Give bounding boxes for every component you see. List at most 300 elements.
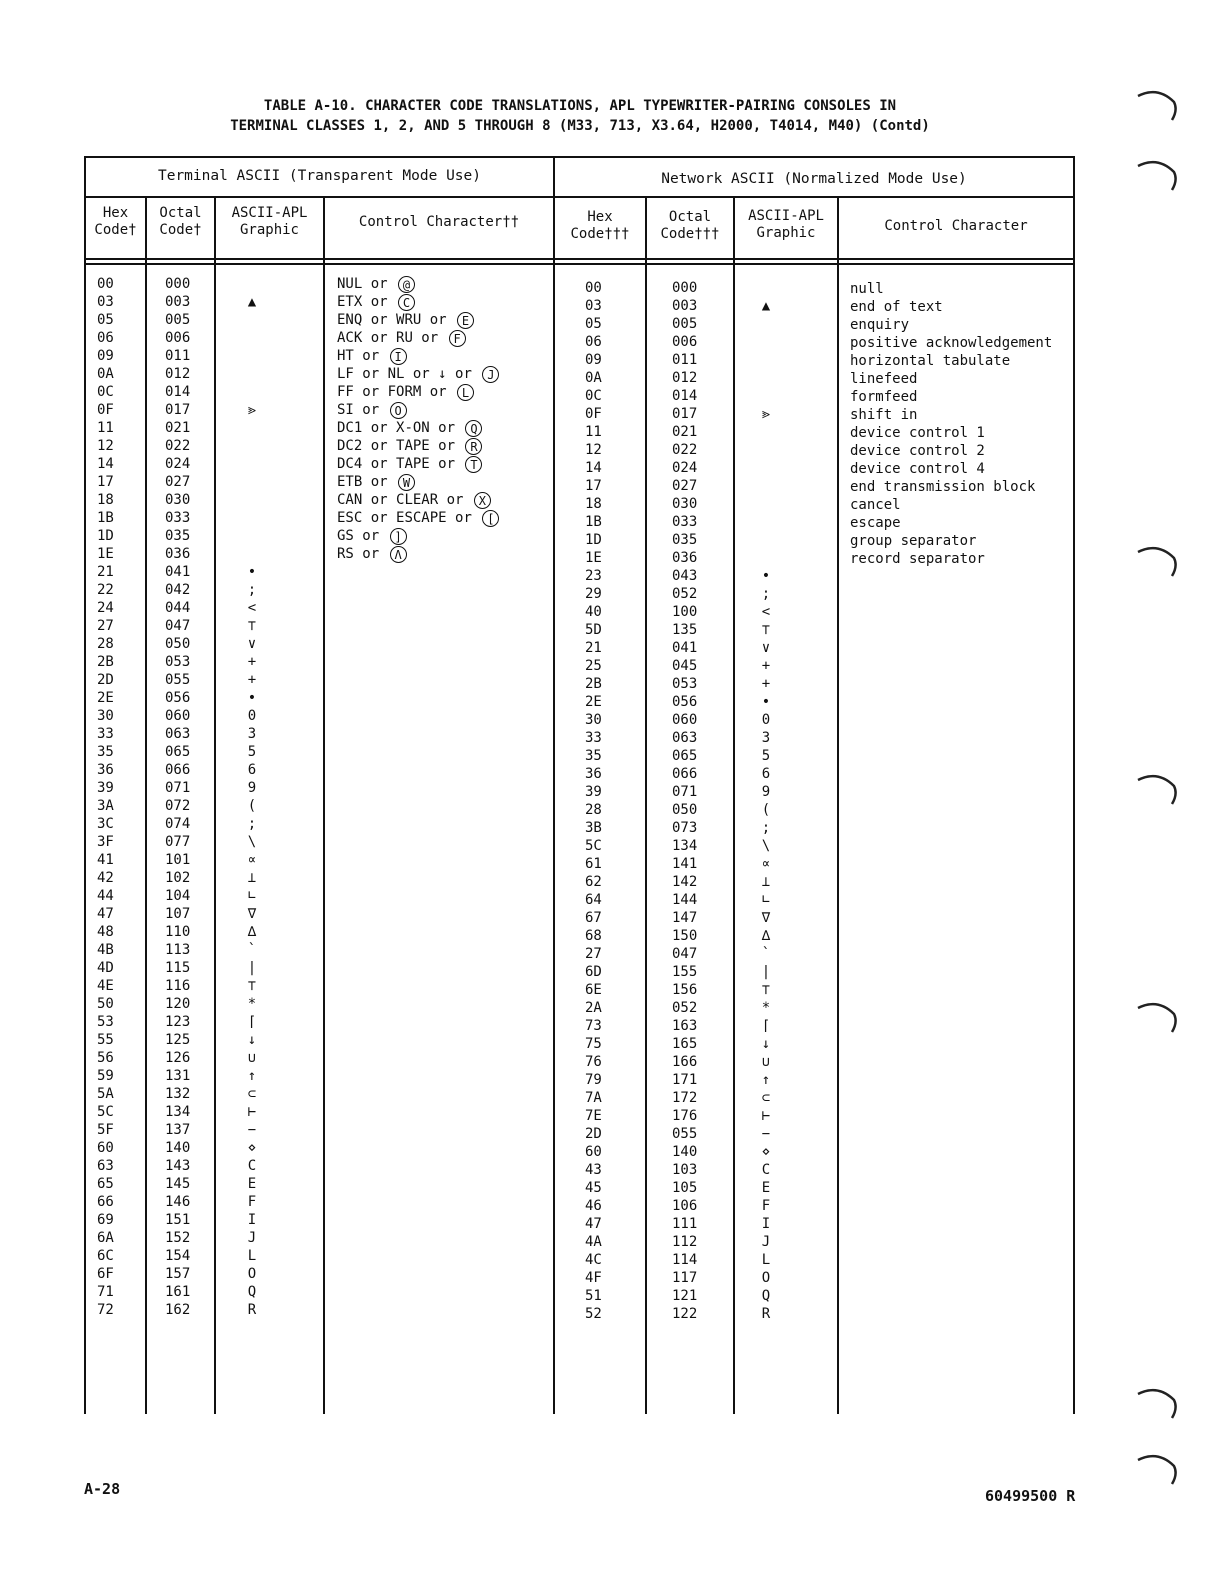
network-graphic-cell: −	[761, 1126, 771, 1142]
terminal-hex-cell: 69	[97, 1212, 114, 1228]
network-graphic-cell: \	[761, 838, 771, 854]
terminal-hex-cell: 59	[97, 1068, 114, 1084]
terminal-graphic-cell: ∨	[247, 636, 257, 652]
control-code: LF	[337, 366, 363, 382]
control-character-row	[337, 509, 499, 527]
network-octal-cell: 060	[672, 712, 698, 728]
network-graphic-cell: ⊤	[761, 622, 771, 638]
network-graphic-cell: ↑	[761, 1072, 771, 1088]
network-octal-cell: 117	[672, 1270, 698, 1286]
network-hex-cell: 2A	[585, 1000, 602, 1016]
terminal-octal-column	[165, 275, 190, 1319]
terminal-graphic-cell: |	[247, 960, 257, 976]
network-octal-cell: 142	[672, 874, 698, 890]
network-control-cell: linefeed	[850, 371, 918, 387]
terminal-octal-cell: 006	[165, 330, 191, 346]
terminal-octal-cell: 003	[165, 294, 191, 310]
network-octal-cell: 055	[672, 1126, 698, 1142]
network-control-cell: group separator	[850, 533, 977, 549]
terminal-graphic-cell	[224, 329, 280, 347]
network-octal-cell: 071	[672, 784, 698, 800]
terminal-octal-cell: 151	[165, 1212, 191, 1228]
terminal-hex-cell: 12	[97, 438, 114, 454]
terminal-graphic-cell	[224, 491, 280, 509]
terminal-hex-cell: 11	[97, 420, 114, 436]
network-hex-cell: 52	[585, 1306, 602, 1322]
network-octal-cell: 176	[672, 1108, 698, 1124]
terminal-hex-cell: 4E	[97, 978, 114, 994]
terminal-octal-cell: 077	[165, 834, 191, 850]
circled-key-icon: @	[398, 276, 415, 293]
terminal-hex-column	[97, 275, 114, 1319]
network-hex-code-header: Hex Code†††	[570, 209, 630, 242]
terminal-graphic-cell: ↓	[247, 1032, 257, 1048]
terminal-graphic-cell: ∟	[247, 888, 257, 904]
network-graphic-cell: *	[761, 1000, 771, 1016]
or-word: or	[370, 294, 397, 310]
alt-name: X-ON or	[396, 420, 464, 436]
network-hex-cell: 23	[585, 568, 602, 584]
control-code: ESC	[337, 510, 371, 526]
terminal-hex-cell: 27	[97, 618, 114, 634]
terminal-hex-cell: 5F	[97, 1122, 114, 1138]
terminal-hex-cell: 30	[97, 708, 114, 724]
terminal-octal-cell: 033	[165, 510, 191, 526]
network-hex-cell: 0A	[585, 370, 602, 386]
terminal-graphic-cell	[224, 527, 280, 545]
terminal-graphic-cell: ⪢	[248, 402, 256, 418]
terminal-graphic-cell	[224, 455, 280, 473]
terminal-hex-cell: 1B	[97, 510, 114, 526]
network-hex-cell: 51	[585, 1288, 602, 1304]
circled-key-icon: Λ	[390, 546, 407, 563]
terminal-graphic-cell: *	[247, 996, 257, 1012]
terminal-octal-cell: 152	[165, 1230, 191, 1246]
network-graphic-cell: 6	[761, 766, 771, 782]
network-hex-cell: 47	[585, 1216, 602, 1232]
control-code: DC1	[337, 420, 371, 436]
terminal-hex-cell: 00	[97, 276, 114, 292]
network-control-column	[850, 280, 1052, 568]
terminal-hex-cell: 2E	[97, 690, 114, 706]
network-hex-cell: 40	[585, 604, 602, 620]
table-title-line-2: TERMINAL CLASSES 1, 2, AND 5 THROUGH 8 (M33, 713, X3.64, H2000, T4014, M40) (Contd)	[230, 118, 930, 134]
col-divider	[323, 198, 325, 1414]
terminal-hex-cell: 3C	[97, 816, 114, 832]
network-octal-cell: 056	[672, 694, 698, 710]
alt-symbol: ↓ or	[438, 366, 481, 382]
terminal-hex-cell: 53	[97, 1014, 114, 1030]
network-hex-cell: 43	[585, 1162, 602, 1178]
control-code: CAN	[337, 492, 371, 508]
terminal-octal-cell: 042	[165, 582, 191, 598]
terminal-graphic-cell: •	[247, 690, 257, 706]
binder-hole-icon	[1136, 1452, 1180, 1486]
network-hex-cell: 35	[585, 748, 602, 764]
terminal-graphic-cell: ;	[247, 816, 257, 832]
terminal-graphic-cell: C	[247, 1158, 257, 1174]
terminal-hex-cell: 2D	[97, 672, 114, 688]
terminal-graphic-cell: ∆	[247, 924, 257, 940]
network-graphic-cell: R	[761, 1306, 771, 1322]
control-code: HT	[337, 348, 363, 364]
network-graphic-cell: I	[761, 1216, 771, 1232]
control-character-row	[337, 437, 499, 455]
terminal-graphic-cell	[224, 347, 280, 365]
col-divider	[645, 198, 647, 1414]
terminal-hex-cell: 1D	[97, 528, 114, 544]
network-octal-cell: 052	[672, 586, 698, 602]
or-word: or	[362, 366, 388, 382]
network-graphic-cell: |	[761, 964, 771, 980]
network-octal-cell: 005	[672, 316, 698, 332]
network-graphic-cell: ⊤	[761, 982, 771, 998]
network-octal-cell: 140	[672, 1144, 698, 1160]
terminal-graphic-cell: ▲	[247, 294, 257, 310]
alt-name: TAPE or	[396, 438, 464, 454]
terminal-graphic-cell: ∝	[247, 852, 257, 868]
or-word: or	[362, 402, 388, 418]
terminal-hex-cell: 41	[97, 852, 114, 868]
terminal-graphic-cell: <	[247, 600, 257, 616]
network-control-cell: formfeed	[850, 389, 918, 405]
terminal-graphic-cell: L	[247, 1248, 257, 1264]
terminal-hex-cell: 5A	[97, 1086, 114, 1102]
or-word: or	[362, 546, 388, 562]
network-octal-cell: 103	[672, 1162, 698, 1178]
terminal-octal-cell: 116	[165, 978, 191, 994]
network-hex-cell: 4F	[585, 1270, 602, 1286]
network-octal-cell: 144	[672, 892, 698, 908]
network-hex-cell: 75	[585, 1036, 602, 1052]
control-character-row	[337, 365, 499, 383]
network-octal-cell: 027	[672, 478, 698, 494]
network-graphic-cell: J	[761, 1234, 771, 1250]
network-octal-cell: 022	[672, 442, 698, 458]
control-code: RS	[337, 546, 363, 562]
network-hex-cell: 39	[585, 784, 602, 800]
terminal-graphic-cell: +	[247, 654, 257, 670]
terminal-control-column	[337, 275, 499, 563]
network-hex-cell: 17	[585, 478, 602, 494]
or-word: or	[370, 492, 397, 508]
control-code: DC2	[337, 438, 371, 454]
circled-key-icon: X	[474, 492, 491, 509]
network-graphic-cell: ∆	[761, 928, 771, 944]
group-divider	[553, 156, 555, 1414]
terminal-octal-cell: 014	[165, 384, 191, 400]
terminal-hex-cell: 72	[97, 1302, 114, 1318]
network-octal-cell: 021	[672, 424, 698, 440]
network-octal-cell: 036	[672, 550, 698, 566]
network-graphic-cell: ⪢	[762, 406, 770, 422]
network-hex-cell: 03	[585, 298, 602, 314]
network-hex-cell: 1E	[585, 550, 602, 566]
terminal-octal-cell: 060	[165, 708, 191, 724]
network-octal-cell: 065	[672, 748, 698, 764]
terminal-graphic-cell: R	[247, 1302, 257, 1318]
binder-hole-icon	[1136, 544, 1180, 578]
network-hex-cell: 30	[585, 712, 602, 728]
network-graphic-cell: O	[761, 1270, 771, 1286]
terminal-octal-cell: 000	[165, 276, 191, 292]
or-word: or	[370, 420, 397, 436]
terminal-octal-cell: 154	[165, 1248, 191, 1264]
network-hex-cell: 6D	[585, 964, 602, 980]
terminal-octal-cell: 044	[165, 600, 191, 616]
circled-key-icon: L	[457, 384, 474, 401]
terminal-hex-cell: 22	[97, 582, 114, 598]
network-control-cell: null	[850, 281, 884, 297]
terminal-octal-cell: 107	[165, 906, 191, 922]
terminal-octal-cell: 071	[165, 780, 191, 796]
terminal-octal-cell: 110	[165, 924, 191, 940]
network-graphic-cell: 5	[761, 748, 771, 764]
binder-hole-icon	[1136, 1000, 1180, 1034]
terminal-hex-cell: 24	[97, 600, 114, 616]
control-character-row	[337, 455, 499, 473]
network-control-character-header: Control Character	[884, 218, 1028, 234]
terminal-octal-cell: 125	[165, 1032, 191, 1048]
circled-key-icon: Q	[465, 420, 482, 437]
terminal-octal-cell: 041	[165, 564, 191, 580]
terminal-graphic-cell	[224, 365, 280, 383]
control-code: NUL	[337, 276, 371, 292]
control-code: ACK	[337, 330, 371, 346]
terminal-octal-cell: 047	[165, 618, 191, 634]
network-ascii-header: Network ASCII (Normalized Mode Use)	[661, 171, 967, 187]
network-graphic-cell: 9	[761, 784, 771, 800]
terminal-graphic-cell: ⊤	[247, 978, 257, 994]
network-graphic-cell: Q	[761, 1288, 771, 1304]
network-hex-cell: 7A	[585, 1090, 602, 1106]
network-hex-cell: 60	[585, 1144, 602, 1160]
terminal-octal-cell: 024	[165, 456, 191, 472]
table-title-line-1: TABLE A-10. CHARACTER CODE TRANSLATIONS, APL TYPEWRITER-PAIRING CONSOLES IN	[263, 98, 897, 114]
terminal-octal-cell: 113	[165, 942, 191, 958]
header-rule	[84, 263, 1075, 265]
terminal-hex-cell: 03	[97, 294, 114, 310]
alt-name: CLEAR or	[396, 492, 472, 508]
network-hex-cell: 68	[585, 928, 602, 944]
terminal-octal-cell: 005	[165, 312, 191, 328]
network-graphic-column	[738, 279, 794, 1323]
terminal-octal-cell: 021	[165, 420, 191, 436]
col-divider	[145, 198, 147, 1414]
control-character-row	[337, 419, 499, 437]
network-octal-cell: 017	[672, 406, 698, 422]
terminal-octal-cell: 056	[165, 690, 191, 706]
network-graphic-cell: ↓	[761, 1036, 771, 1052]
binder-hole-icon	[1136, 772, 1180, 806]
terminal-graphic-cell	[224, 509, 280, 527]
terminal-graphic-cell	[224, 419, 280, 437]
network-hex-cell: 46	[585, 1198, 602, 1214]
network-octal-column	[672, 279, 697, 1323]
control-code: ETB	[337, 474, 371, 490]
terminal-hex-cell: 28	[97, 636, 114, 652]
network-hex-cell: 06	[585, 334, 602, 350]
network-graphic-cell	[738, 423, 794, 441]
network-graphic-cell	[738, 495, 794, 513]
circled-key-icon: R	[465, 438, 482, 455]
terminal-hex-cell: 55	[97, 1032, 114, 1048]
terminal-hex-cell: 71	[97, 1284, 114, 1300]
terminal-octal-cell: 050	[165, 636, 191, 652]
network-graphic-cell: +	[761, 658, 771, 674]
network-graphic-cell	[738, 351, 794, 369]
network-graphic-cell: F	[761, 1198, 771, 1214]
terminal-hex-cell: 65	[97, 1176, 114, 1192]
terminal-hex-cell: 09	[97, 348, 114, 364]
terminal-hex-cell: 42	[97, 870, 114, 886]
network-graphic-cell: ⊂	[761, 1090, 771, 1106]
terminal-graphic-cell: I	[247, 1212, 257, 1228]
terminal-octal-cell: 104	[165, 888, 191, 904]
header-rule	[84, 258, 1075, 260]
network-graphic-cell	[738, 531, 794, 549]
terminal-octal-cell: 022	[165, 438, 191, 454]
control-code: ETX	[337, 294, 371, 310]
network-hex-cell: 2E	[585, 694, 602, 710]
terminal-graphic-cell	[224, 311, 280, 329]
alt-name: RU or	[396, 330, 447, 346]
network-octal-cell: 105	[672, 1180, 698, 1196]
octal-code-header: Octal Code†	[159, 205, 202, 238]
terminal-octal-cell: 126	[165, 1050, 191, 1066]
terminal-hex-cell: 60	[97, 1140, 114, 1156]
terminal-octal-cell: 030	[165, 492, 191, 508]
alt-name: TAPE or	[396, 456, 464, 472]
network-graphic-cell: L	[761, 1252, 771, 1268]
terminal-hex-cell: 0A	[97, 366, 114, 382]
terminal-octal-cell: 157	[165, 1266, 191, 1282]
network-hex-cell: 5D	[585, 622, 602, 638]
terminal-graphic-cell: ∇	[247, 906, 257, 922]
network-hex-cell: 11	[585, 424, 602, 440]
network-hex-cell: 61	[585, 856, 602, 872]
network-octal-cell: 033	[672, 514, 698, 530]
terminal-hex-cell: 4B	[97, 942, 114, 958]
network-hex-cell: 00	[585, 280, 602, 296]
terminal-hex-cell: 1E	[97, 546, 114, 562]
network-octal-cell: 045	[672, 658, 698, 674]
network-graphic-cell: ⊥	[761, 874, 771, 890]
or-word: or	[370, 510, 397, 526]
terminal-octal-cell: 063	[165, 726, 191, 742]
or-word: or	[362, 348, 388, 364]
terminal-octal-cell: 131	[165, 1068, 191, 1084]
circled-key-icon: W	[398, 474, 415, 491]
terminal-hex-cell: 2B	[97, 654, 114, 670]
terminal-octal-cell: 035	[165, 528, 191, 544]
control-code: GS	[337, 528, 363, 544]
alt-name: ESCAPE or	[396, 510, 481, 526]
circled-key-icon: T	[465, 456, 482, 473]
network-octal-cell: 006	[672, 334, 698, 350]
network-control-cell: device control 4	[850, 461, 985, 477]
terminal-graphic-cell	[224, 473, 280, 491]
control-character-row	[337, 347, 499, 365]
network-control-cell: escape	[850, 515, 901, 531]
terminal-graphic-cell	[224, 545, 280, 563]
network-graphic-cell: ⌈	[761, 1018, 771, 1034]
circled-key-icon: [	[482, 510, 499, 527]
control-character-row	[337, 329, 499, 347]
network-hex-cell: 45	[585, 1180, 602, 1196]
network-octal-cell: 011	[672, 352, 698, 368]
network-graphic-cell: ∨	[761, 640, 771, 656]
terminal-graphic-cell: O	[247, 1266, 257, 1282]
network-graphic-cell	[738, 441, 794, 459]
terminal-hex-cell: 36	[97, 762, 114, 778]
network-control-cell: cancel	[850, 497, 901, 513]
or-word: or	[362, 528, 388, 544]
network-hex-cell: 27	[585, 946, 602, 962]
terminal-octal-cell: 072	[165, 798, 191, 814]
control-character-row	[337, 527, 499, 545]
terminal-hex-cell: 63	[97, 1158, 114, 1174]
network-control-cell: shift in	[850, 407, 918, 423]
network-graphic-cell: ∝	[761, 856, 771, 872]
terminal-octal-cell: 143	[165, 1158, 191, 1174]
network-hex-cell: 33	[585, 730, 602, 746]
network-octal-cell: 003	[672, 298, 698, 314]
circled-key-icon: J	[482, 366, 499, 383]
terminal-octal-cell: 053	[165, 654, 191, 670]
terminal-octal-cell: 140	[165, 1140, 191, 1156]
control-character-row	[337, 311, 499, 329]
terminal-hex-cell: 4D	[97, 960, 114, 976]
network-octal-cell: 165	[672, 1036, 698, 1052]
network-graphic-cell: ⋄	[761, 1144, 771, 1160]
network-octal-cell: 030	[672, 496, 698, 512]
alt-name: WRU or	[396, 312, 456, 328]
network-hex-cell: 1B	[585, 514, 602, 530]
network-hex-cell: 64	[585, 892, 602, 908]
terminal-hex-cell: 35	[97, 744, 114, 760]
terminal-graphic-cell: ⊥	[247, 870, 257, 886]
terminal-hex-cell: 5C	[97, 1104, 114, 1120]
terminal-octal-cell: 066	[165, 762, 191, 778]
network-control-cell: horizontal tabulate	[850, 353, 1011, 369]
network-hex-cell: 14	[585, 460, 602, 476]
network-octal-cell: 171	[672, 1072, 698, 1088]
terminal-hex-cell: 56	[97, 1050, 114, 1066]
network-hex-cell: 1D	[585, 532, 602, 548]
network-graphic-cell	[738, 279, 794, 297]
network-graphic-cell	[738, 369, 794, 387]
network-octal-cell: 063	[672, 730, 698, 746]
network-octal-cell: 066	[672, 766, 698, 782]
terminal-graphic-cell: `	[247, 942, 257, 958]
control-character-header: Control Character††	[358, 214, 520, 230]
network-octal-cell: 047	[672, 946, 698, 962]
or-word: or	[370, 438, 397, 454]
network-graphic-cell	[738, 459, 794, 477]
terminal-octal-cell: 065	[165, 744, 191, 760]
network-octal-cell: 141	[672, 856, 698, 872]
circled-key-icon: C	[398, 294, 415, 311]
terminal-graphic-cell: •	[247, 564, 257, 580]
network-graphic-cell: `	[761, 946, 771, 962]
binder-hole-icon	[1136, 1386, 1180, 1420]
terminal-graphic-cell: −	[247, 1122, 257, 1138]
terminal-octal-cell: 101	[165, 852, 191, 868]
terminal-graphic-cell: ↑	[247, 1068, 257, 1084]
terminal-graphic-cell: (	[247, 798, 257, 814]
terminal-octal-cell: 055	[165, 672, 191, 688]
